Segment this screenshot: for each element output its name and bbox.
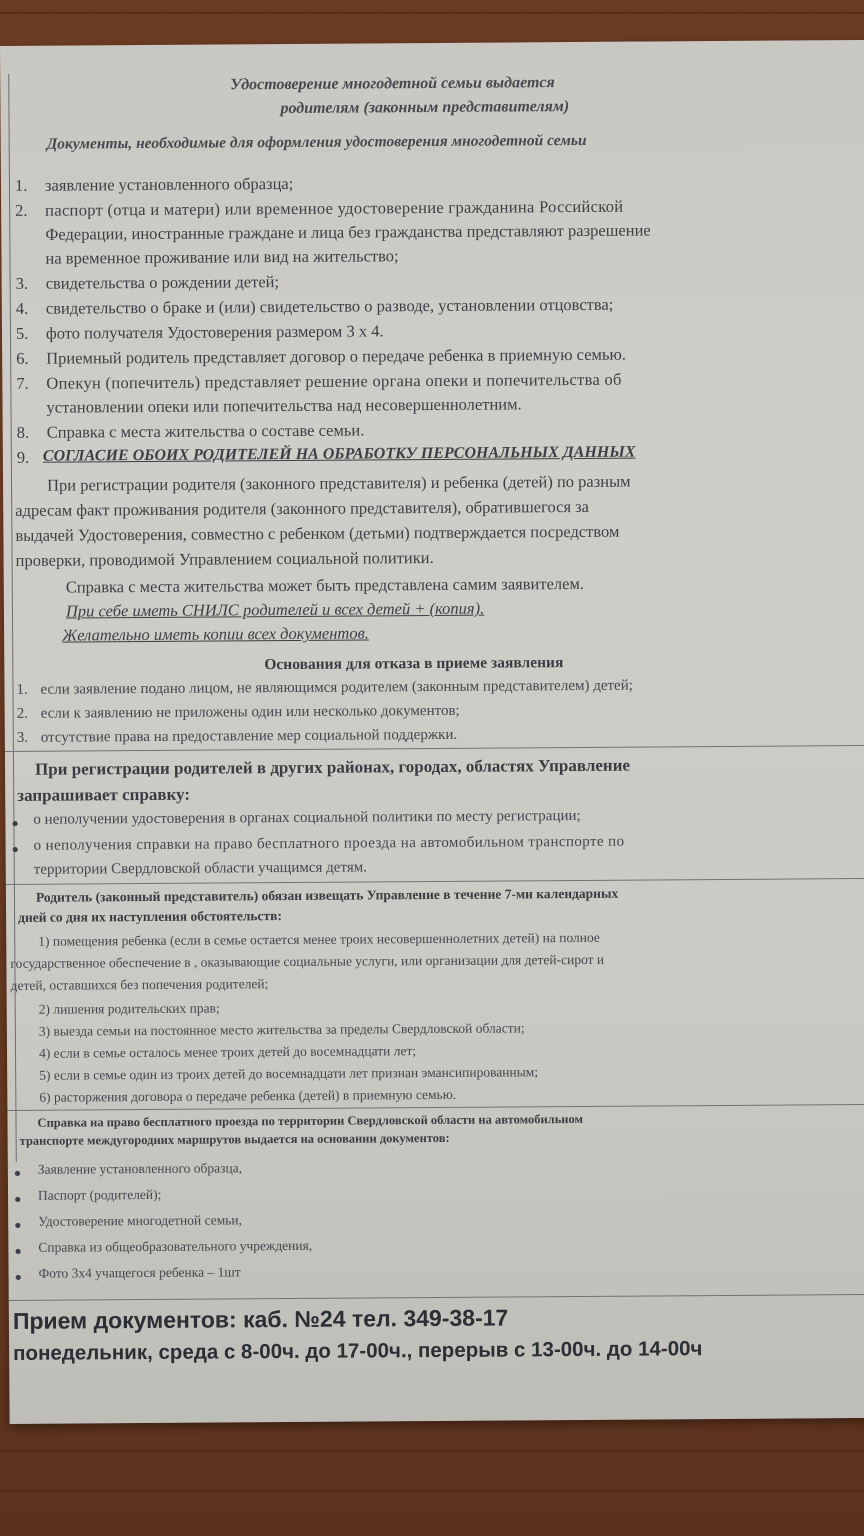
bullet-icon: ●	[14, 1217, 22, 1232]
list-item: паспорт (отца и матери) или временное удостоверение гражданина Российской	[45, 196, 624, 220]
reception-info: Прием документов: каб. №24 тел. 349-38-17	[12, 1304, 509, 1334]
list-number: 8.	[16, 422, 30, 442]
header-line1: Удостоверение многодетной семьи выдается	[230, 74, 555, 94]
list-item: Справка с места жительства о составе семьи.	[46, 420, 365, 442]
docs-title: Документы, необходимые для оформления удостоверения многодетной семьи	[46, 131, 587, 153]
list-item: заявление установленного образца;	[44, 173, 294, 195]
list-item: 6) расторжения договора о передаче ребенка (детей) в приемную семью.	[39, 1086, 457, 1105]
paragraph-line: Справка с места жительства может быть представлена самим заявителем.	[65, 573, 585, 597]
paragraph-line: При регистрации родителя (законного представителя) и ребенка (детей) по разным	[47, 471, 631, 495]
list-item: 1) помещения ребенка (если в семье остается менее троих несовершеннолетних детей) на полное	[38, 929, 600, 949]
list-number: 2.	[15, 200, 28, 220]
list-item: о неполучения справки на право бесплатного проезда на автомобильном транспорте по	[33, 833, 625, 854]
list-item: Фото 3х4 учащегося ребенка – 1шт	[38, 1264, 241, 1281]
paragraph-line: адресам факт проживания родителя (законного представителя), обратившегося за	[15, 496, 590, 520]
snils-note: При себе иметь СНИЛС родителей и всех детей + (копия).	[65, 598, 485, 621]
list-item-continuation: государственное обеспечение в , оказывающие социальные услуги, или организации для детей-сирот и	[10, 951, 605, 971]
list-number: 3.	[16, 729, 29, 746]
document-sheet	[0, 40, 864, 1424]
paragraph-line: проверки, проводимой Управлением социальной политики.	[15, 547, 434, 570]
reception-hours: понедельник, среда с 8-00ч. до 17-00ч., перерыв с 13-00ч. до 14-00ч	[13, 1337, 703, 1365]
list-number: 1.	[14, 175, 28, 195]
list-item: 2) лишения родительских прав;	[38, 1000, 220, 1017]
list-item: о неполучении удостоверения в органах социальной политики по месту регистрации;	[33, 807, 581, 828]
paragraph-line: выдачей Удостоверения, совместно с ребенком (детьми) подтверждается посредством	[15, 521, 620, 545]
travel-heading: Справка на право бесплатного проезда по территории Свердловской области на автомобильном	[37, 1111, 584, 1130]
list-number: 7.	[16, 373, 29, 393]
list-item: Заявление установленного образца,	[37, 1160, 243, 1177]
obligation-heading: Родитель (законный представитель) обязан извещать Управление в течение 7-ми календарных	[35, 885, 619, 905]
bullet-icon: ●	[14, 1243, 22, 1258]
list-item: фото получателя Удостоверения размером 3 х 4.	[45, 321, 384, 343]
list-number: 6.	[16, 348, 29, 368]
list-item: отсутствие права на предоставление мер социальной поддержки.	[40, 726, 458, 746]
list-item-continuation: на временное проживание или вид на жительство;	[45, 246, 399, 268]
list-item-continuation: установлении опеки или попечительства над несовершеннолетним.	[46, 394, 522, 417]
list-item-continuation: территории Свердловской области учащимся детям.	[33, 859, 368, 878]
list-item-continuation: Федерации, иностранные граждане и лица без гражданства представляют разрешение	[45, 220, 651, 244]
list-item-continuation: детей, оставшихся без попечения родителей;	[10, 976, 269, 993]
list-item: если заявление подано лицом, не являющимся родителем (законным представителем) детей;	[40, 677, 633, 698]
list-item: 4) если в семье осталось менее троих детей до восемнадцати лет;	[38, 1043, 417, 1061]
list-number: 9.	[16, 447, 30, 467]
list-number: 5.	[15, 323, 29, 343]
list-item: если к заявлению не приложены один или несколько документов;	[40, 702, 460, 722]
consent-heading: СОГЛАСИЕ ОБОИХ РОДИТЕЛЕЙ НА ОБРАБОТКУ ПЕРСОНАЛЬНЫХ ДАННЫХ	[42, 443, 636, 465]
list-number: 1.	[16, 681, 28, 698]
travel-heading-cont: транспорте междугородних маршрутов выдается на основании документов:	[19, 1130, 450, 1148]
list-item: Удостоверение многодетной семьи,	[38, 1212, 243, 1229]
refusal-title: Основания для отказа в приеме заявления	[264, 654, 564, 674]
header-line2: родителям (законным представителям)	[280, 98, 570, 118]
bullet-icon: ●	[14, 1191, 22, 1206]
list-item: Паспорт (родителей);	[37, 1186, 162, 1203]
list-number: 4.	[15, 298, 29, 318]
list-item: Справка из общеобразовательного учреждения,	[38, 1237, 313, 1255]
list-item: 5) если в семье один из троих детей до восемнадцати лет признан эмансипированным;	[39, 1064, 539, 1083]
list-number: 3.	[15, 273, 29, 293]
copies-note: Желательно иметь копии всех документов.	[62, 623, 369, 645]
bullet-icon: ●	[11, 815, 19, 830]
list-item: свидетельство о браке и (или) свидетельство о разводе, установлении отцовства;	[45, 294, 614, 318]
list-number: 2.	[16, 705, 28, 722]
registration-heading-cont: запрашивает справку:	[17, 784, 191, 805]
obligation-heading-cont: дней со дня их наступления обстоятельств:	[18, 908, 282, 925]
list-item: 3) выезда семьи на постоянное место жительства за пределы Свердловской области;	[38, 1020, 525, 1039]
divider	[9, 1294, 864, 1301]
list-item: Опекун (попечитель) представляет решение органа опеки и попечительства об	[46, 369, 622, 393]
list-item: Приемный родитель представляет договор о передаче ребенка в приемную семью.	[46, 344, 626, 368]
bullet-icon: ●	[14, 1269, 22, 1284]
list-item: свидетельства о рождении детей;	[45, 272, 280, 293]
bullet-icon: ●	[11, 841, 19, 856]
bullet-icon: ●	[13, 1165, 22, 1180]
registration-heading: При регистрации родителей в других районах, городах, областях Управление	[34, 755, 631, 779]
